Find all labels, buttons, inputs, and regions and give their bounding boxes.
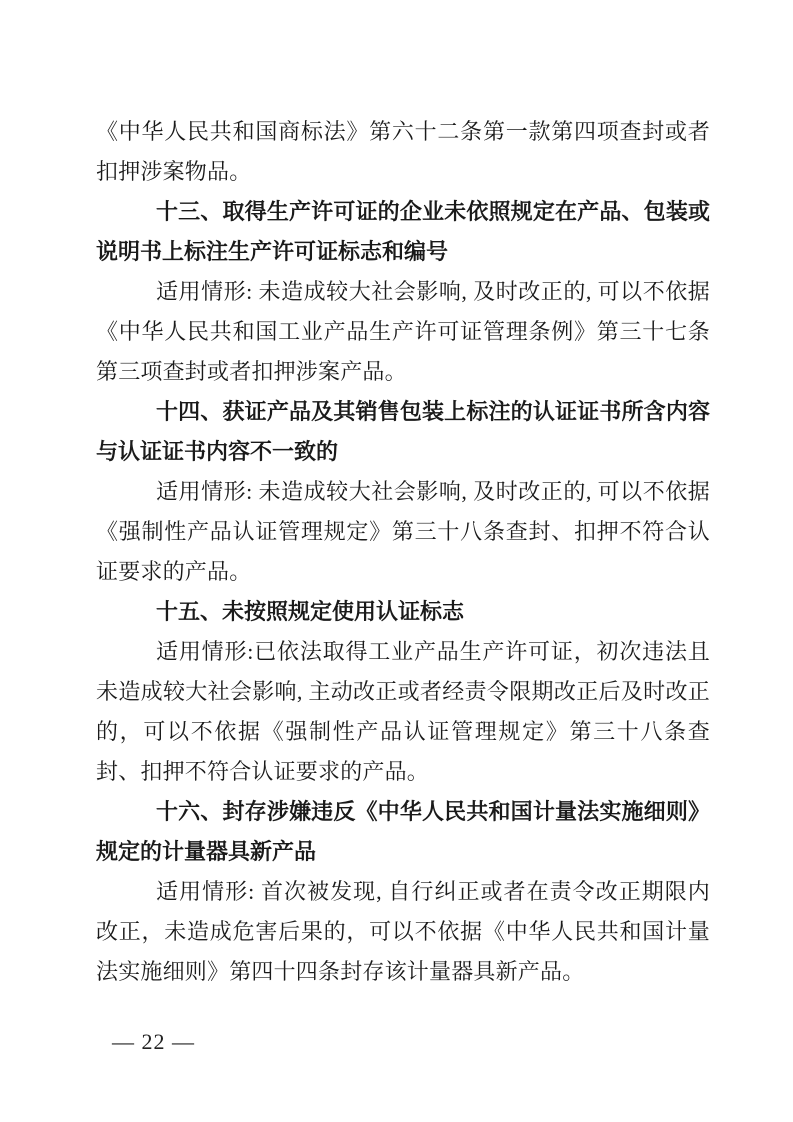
item-16-heading: 十六、封存涉嫌违反《中华人民共和国计量法实施细则》规定的计量器具新产品 [96,799,710,864]
document-text-block [96,112,710,992]
item-13-applicable-situation: 适用情形: 未造成较大社会影响, 及时改正的, 可以不依据《中华人民共和国工业产品生产许可证管理条例》第三十七条第三项查封或者扣押涉案产品。 [96,279,710,384]
item-14-heading: 十四、获证产品及其销售包装上标注的认证证书所含内容与认证证书内容不一致的 [96,399,710,464]
item-15-heading: 十五、未按照规定使用认证标志 [156,599,465,624]
item-13-heading: 十三、取得生产许可证的企业未依照规定在产品、包装或说明书上标注生产许可证标志和编号 [96,199,710,264]
item-14-applicable-situation: 适用情形: 未造成较大社会影响, 及时改正的, 可以不依据《强制性产品认证管理规定》第三十八条查封、扣押不符合认证要求的产品。 [96,479,710,584]
item-15-applicable-situation: 适用情形:已依法取得工业产品生产许可证，初次违法且未造成较大社会影响, 主动改正或者经责令限期改正后及时改正的，可以不依据《强制性产品认证管理规定》第三十八条查封、扣押不符合认证要求的产品。 [96,639,710,784]
item-16-applicable-situation: 适用情形: 首次被发现, 自行纠正或者在责令改正期限内改正，未造成危害后果的，可以不依据《中华人民共和国计量法实施细则》第四十四条封存该计量器具新产品。 [96,879,710,984]
page-number: — 22 — [112,1029,195,1054]
continuation-paragraph-trademark-law: 《中华人民共和国商标法》第六十二条第一款第四项查封或者扣押涉案物品。 [96,119,710,184]
